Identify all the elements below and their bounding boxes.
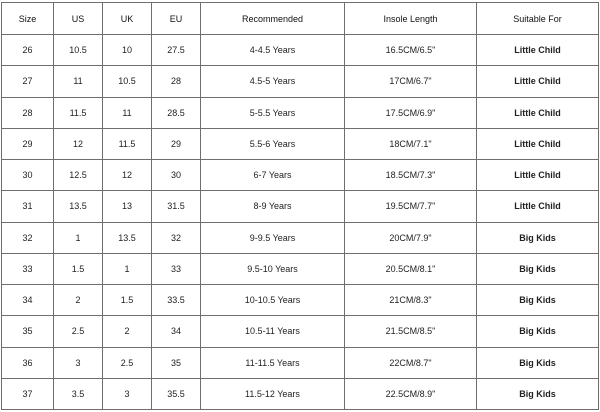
- cell-eu: 32: [152, 222, 201, 253]
- cell-size: 28: [2, 97, 54, 128]
- cell-uk: 1: [103, 253, 152, 284]
- header-insole-length: Insole Length: [345, 3, 477, 35]
- cell-suitable: Big Kids: [477, 378, 599, 409]
- cell-size: 32: [2, 222, 54, 253]
- cell-size: 36: [2, 347, 54, 378]
- table-row: [2, 253, 599, 284]
- cell-eu: 28: [152, 66, 201, 97]
- cell-uk: 10: [103, 35, 152, 66]
- cell-size: 37: [2, 378, 54, 409]
- cell-size: 33: [2, 253, 54, 284]
- cell-us: 1: [54, 222, 103, 253]
- table-body: [2, 35, 599, 410]
- cell-insole-length: 19.5CM/7.7": [345, 191, 477, 222]
- cell-eu: 30: [152, 160, 201, 191]
- cell-insole-length: 16.5CM/6.5": [345, 35, 477, 66]
- cell-insole-length: 17CM/6.7": [345, 66, 477, 97]
- cell-recommended: 5-5.5 Years: [201, 97, 345, 128]
- table-row: [2, 128, 599, 159]
- cell-us: 3.5: [54, 378, 103, 409]
- cell-recommended: 8-9 Years: [201, 191, 345, 222]
- cell-recommended: 4-4.5 Years: [201, 35, 345, 66]
- header-recommended: Recommended: [201, 3, 345, 35]
- header-uk: UK: [103, 3, 152, 35]
- cell-us: 12.5: [54, 160, 103, 191]
- cell-us: 2.5: [54, 316, 103, 347]
- cell-recommended: 9-9.5 Years: [201, 222, 345, 253]
- cell-us: 2: [54, 285, 103, 316]
- cell-suitable: Little Child: [477, 191, 599, 222]
- table-row: [2, 316, 599, 347]
- cell-uk: 10.5: [103, 66, 152, 97]
- cell-eu: 27.5: [152, 35, 201, 66]
- cell-suitable: Little Child: [477, 97, 599, 128]
- cell-size: 35: [2, 316, 54, 347]
- cell-eu: 28.5: [152, 97, 201, 128]
- size-chart-table: [1, 2, 599, 410]
- cell-uk: 2.5: [103, 347, 152, 378]
- cell-eu: 29: [152, 128, 201, 159]
- header-row: [2, 3, 599, 35]
- cell-size: 27: [2, 66, 54, 97]
- cell-recommended: 4.5-5 Years: [201, 66, 345, 97]
- cell-insole-length: 20CM/7.9": [345, 222, 477, 253]
- cell-uk: 3: [103, 378, 152, 409]
- cell-eu: 33.5: [152, 285, 201, 316]
- table-row: [2, 97, 599, 128]
- cell-us: 1.5: [54, 253, 103, 284]
- cell-size: 29: [2, 128, 54, 159]
- cell-insole-length: 21CM/8.3": [345, 285, 477, 316]
- cell-insole-length: 21.5CM/8.5": [345, 316, 477, 347]
- cell-eu: 35.5: [152, 378, 201, 409]
- table-row: [2, 160, 599, 191]
- cell-suitable: Little Child: [477, 66, 599, 97]
- cell-size: 34: [2, 285, 54, 316]
- cell-uk: 1.5: [103, 285, 152, 316]
- cell-eu: 31.5: [152, 191, 201, 222]
- table-row: [2, 191, 599, 222]
- cell-us: 12: [54, 128, 103, 159]
- cell-insole-length: 18.5CM/7.3": [345, 160, 477, 191]
- cell-us: 11: [54, 66, 103, 97]
- cell-size: 31: [2, 191, 54, 222]
- cell-suitable: Big Kids: [477, 222, 599, 253]
- cell-uk: 11.5: [103, 128, 152, 159]
- cell-size: 30: [2, 160, 54, 191]
- header-size: Size: [2, 3, 54, 35]
- cell-insole-length: 22CM/8.7": [345, 347, 477, 378]
- cell-uk: 2: [103, 316, 152, 347]
- header-us: US: [54, 3, 103, 35]
- cell-suitable: Little Child: [477, 160, 599, 191]
- cell-insole-length: 17.5CM/6.9": [345, 97, 477, 128]
- table-row: [2, 285, 599, 316]
- cell-insole-length: 22.5CM/8.9": [345, 378, 477, 409]
- cell-uk: 11: [103, 97, 152, 128]
- table-row: [2, 222, 599, 253]
- cell-eu: 34: [152, 316, 201, 347]
- table-row: [2, 378, 599, 409]
- cell-recommended: 6-7 Years: [201, 160, 345, 191]
- cell-us: 10.5: [54, 35, 103, 66]
- cell-eu: 33: [152, 253, 201, 284]
- cell-us: 11.5: [54, 97, 103, 128]
- cell-recommended: 11.5-12 Years: [201, 378, 345, 409]
- cell-suitable: Big Kids: [477, 316, 599, 347]
- table-row: [2, 347, 599, 378]
- cell-recommended: 10.5-11 Years: [201, 316, 345, 347]
- cell-recommended: 5.5-6 Years: [201, 128, 345, 159]
- cell-uk: 13: [103, 191, 152, 222]
- cell-suitable: Little Child: [477, 128, 599, 159]
- table-row: [2, 35, 599, 66]
- cell-suitable: Big Kids: [477, 347, 599, 378]
- cell-suitable: Little Child: [477, 35, 599, 66]
- cell-insole-length: 18CM/7.1": [345, 128, 477, 159]
- cell-us: 3: [54, 347, 103, 378]
- cell-suitable: Big Kids: [477, 285, 599, 316]
- cell-suitable: Big Kids: [477, 253, 599, 284]
- cell-recommended: 11-11.5 Years: [201, 347, 345, 378]
- cell-size: 26: [2, 35, 54, 66]
- cell-uk: 12: [103, 160, 152, 191]
- cell-recommended: 10-10.5 Years: [201, 285, 345, 316]
- header-eu: EU: [152, 3, 201, 35]
- cell-insole-length: 20.5CM/8.1": [345, 253, 477, 284]
- cell-us: 13.5: [54, 191, 103, 222]
- cell-uk: 13.5: [103, 222, 152, 253]
- cell-recommended: 9.5-10 Years: [201, 253, 345, 284]
- cell-eu: 35: [152, 347, 201, 378]
- header-suitable-for: Suitable For: [477, 3, 599, 35]
- table-row: [2, 66, 599, 97]
